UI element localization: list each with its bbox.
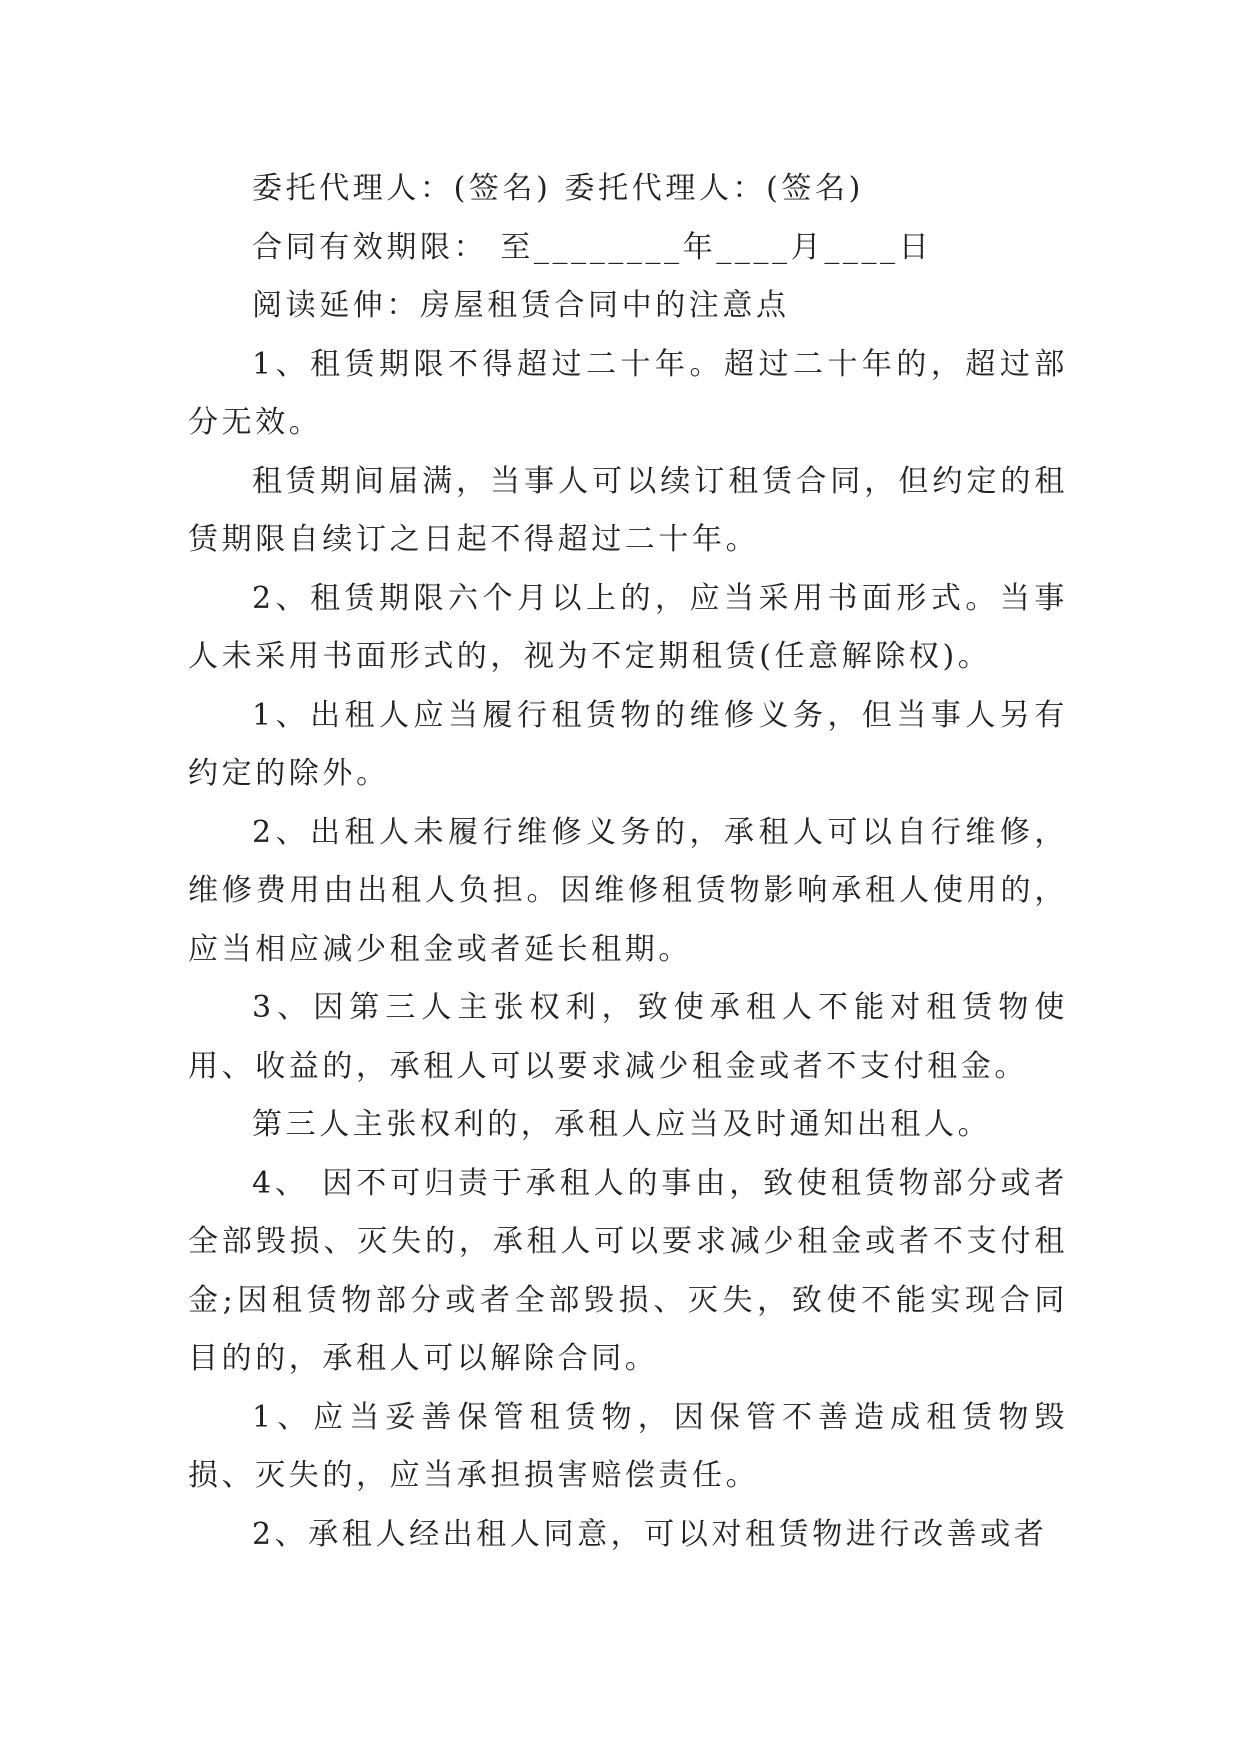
paragraph: 2、租赁期限六个月以上的，应当采用书面形式。当事人未采用书面形式的，视为不定期租赁(任意解除权)。 [188, 580, 1068, 674]
section-heading: 阅读延伸：房屋租赁合同中的注意点 [252, 288, 790, 323]
contract-validity-line: 合同有效期限： 至________年____月____日 [252, 229, 933, 265]
paragraph: 2、承租人经出租人同意，可以对租赁物进行改善或者 [252, 1516, 1048, 1552]
document-body [188, 160, 1068, 1564]
paragraph: 3、因第三人主张权利，致使承租人不能对租赁物使用、收益的，承租人可以要求减少租金或者不支付租金。 [188, 990, 1068, 1084]
agent-signature-line: 委托代理人：(签名) 委托代理人：(签名) [252, 171, 864, 206]
paragraph: 1、应当妥善保管租赁物，因保管不善造成租赁物毁损、灭失的，应当承担损害赔偿责任。 [188, 1399, 1068, 1493]
paragraph: 4、 因不可归责于承租人的事由，致使租赁物部分或者全部毁损、灭失的，承租人可以要求减少租金或者不支付租金;因租赁物部分或者全部毁损、灭失，致使不能实现合同目的的，承租人可以解除合同。 [188, 1165, 1068, 1376]
paragraph: 1、租赁期限不得超过二十年。超过二十年的，超过部分无效。 [188, 346, 1068, 440]
paragraph: 2、出租人未履行维修义务的，承租人可以自行维修，维修费用由出租人负担。因维修租赁物影响承租人使用的，应当相应减少租金或者延长租期。 [188, 814, 1068, 967]
paragraph: 第三人主张权利的，承租人应当及时通知出租人。 [252, 1107, 992, 1142]
paragraph: 1、出租人应当履行租赁物的维修义务，但当事人另有约定的除外。 [188, 697, 1068, 791]
paragraph: 租赁期间届满，当事人可以续订租赁合同，但约定的租赁期限自续订之日起不得超过二十年。 [188, 463, 1068, 557]
